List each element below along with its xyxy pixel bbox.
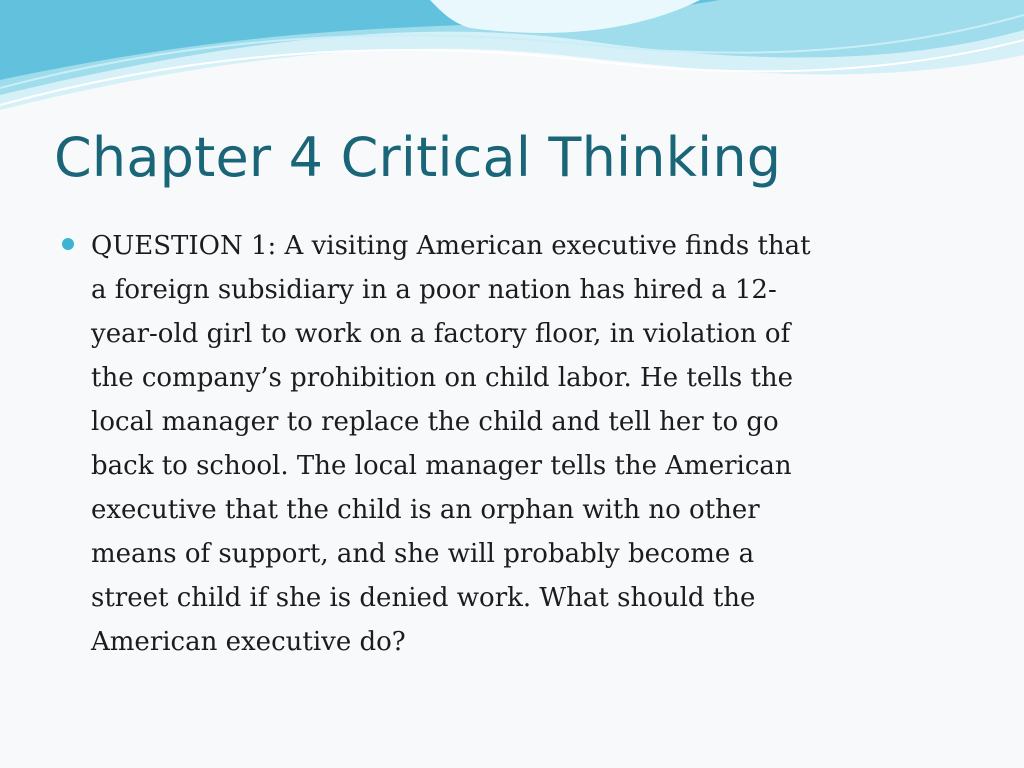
bullet-line: means of support, and she will probably become a <box>91 539 755 569</box>
bullet-line: year-old girl to work on a factory floor, in violation of <box>91 319 791 349</box>
bullet-line: back to school. The local manager tells the American <box>91 451 792 481</box>
bullet-text <box>91 224 966 664</box>
slide-body <box>62 224 967 664</box>
bullet-line: a foreign subsidiary in a poor nation has hired a 12- <box>91 275 777 305</box>
bullet-line: the company’s prohibition on child labor. He tells the <box>91 363 794 393</box>
bullet-dot-icon <box>62 238 74 250</box>
bullet-line: street child if she is denied work. What should the <box>91 583 756 613</box>
bullet-line: executive that the child is an orphan with no other <box>91 495 760 525</box>
bullet-line: local manager to replace the child and tell her to go <box>91 407 779 437</box>
bullet-item <box>62 224 967 664</box>
header-wave-decoration <box>0 0 1024 130</box>
slide-title: Chapter 4 Critical Thinking <box>54 126 782 189</box>
bullet-line: QUESTION 1: A visiting American executive finds that <box>91 231 811 261</box>
bullet-line: American executive do? <box>91 627 406 657</box>
